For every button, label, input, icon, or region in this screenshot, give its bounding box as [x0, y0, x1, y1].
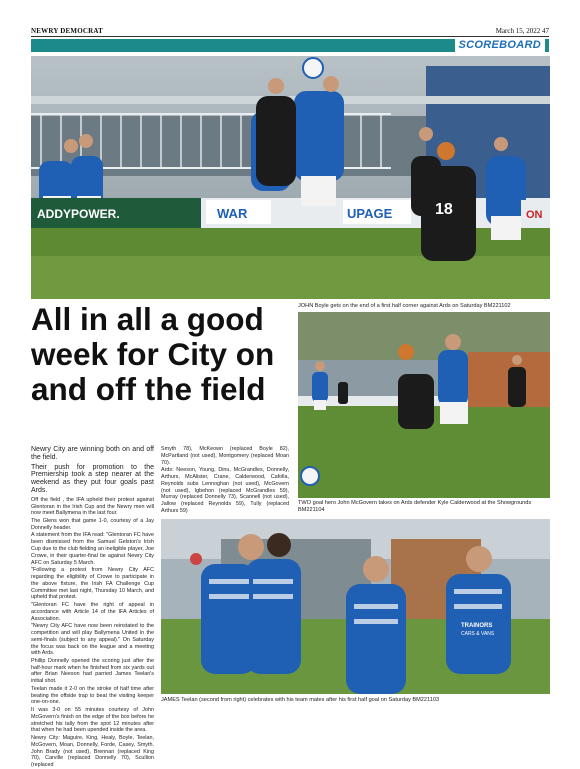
top-photo [31, 56, 550, 299]
article-paragraph: Newry City: Maguire, King, Healy, Boyle, Teelan, McGovern, Moan, Donnelly, Forde, Casey, Smyth. John Brady (not used), Brennan (replaced King 70), Carville (replaced Donnelly 70), Scullion (replaced [31, 735, 154, 769]
shirt-sponsor-text: CARS & VANS [461, 631, 495, 637]
ad-board-text: WAR [217, 206, 248, 221]
bottom-photo [161, 519, 550, 694]
ad-board-text: ADDYPOWER. [37, 207, 120, 221]
top-photo-scene [31, 56, 550, 299]
publication-name: NEWRY DEMOCRAT [31, 27, 103, 35]
article-paragraph: Newry City are winning both on and off the field. [31, 446, 154, 461]
article-paragraph: Ards: Neeson, Young, Dinu, McGrandles, Donnelly, Arthurs, McAlister, Crane, Calderwood, Cafolla, Reynolds subs Lennoghan (not used), McGovern (not used), Igbehon (replaced McGrandles 59), Murray (replaced Donnelly 73), Scannell (not used), Jallow (replaced Reynolds 59), Tully (replaced Arthurs 59) [161, 467, 289, 514]
article-column-1 [31, 446, 154, 769]
section-band [31, 39, 549, 52]
article-column-2 [161, 446, 289, 516]
shirt-sponsor-text: TRAINORS [461, 623, 493, 629]
middle-photo [298, 312, 550, 498]
bottom-photo-caption: JAMES Teelan (second from right) celebrates with his team mates after his first half goal on Saturday BM221103 [161, 697, 440, 703]
bottom-photo-scene [161, 519, 550, 694]
ad-board-text: ON [526, 209, 543, 221]
middle-photo-scene [298, 312, 550, 498]
middle-photo-caption-above: JOHN Boyle gets on the end of a first half corner against Ards on Saturday BM221102 [298, 303, 511, 309]
date-page-number: March 15, 2022 47 [495, 27, 549, 35]
header-rule [31, 36, 549, 37]
article-paragraph: A statement from the IFA read: "Glentoran FC have been dismissed from the Samuel Gelston's Irish Cup due to the club fielding an ineligible player, Joe Crowe, in their quarter-final tie against Newry City AFC on Saturday 5 March. [31, 532, 154, 566]
shirt-number: 18 [435, 201, 453, 218]
article-headline: All in all a good week for City on and off the field [31, 301, 275, 407]
article-paragraph: Smyth 78), McKeown (replaced Boyle 82), McPartland (not used), Montgomery (replaced Moan 70). [161, 446, 289, 466]
article-paragraph: "Newry City AFC have now been reinstated to the competition and will play Ballymena United in the semi-finals (subject to any appeal)." On Saturday the focus was back on the league and a meeting with Ards. [31, 623, 154, 657]
middle-photo-caption-below: TWO goal hero John McGovern takes on Ards defender Kyle Calderwood at the Showgrounds BM221104 [298, 500, 532, 513]
article-paragraph: It was 3-0 on 55 minutes courtesy of John McGovern's finish on the edge of the box before he stretched his tally from the spot 12 minutes after that when he had been upended inside the area. [31, 707, 154, 734]
article-paragraph: "Glentoran FC have the right of appeal in accordance with Article 14 of the IFA Articles of Association. [31, 601, 154, 622]
section-label: SCOREBOARD [455, 39, 545, 52]
article-paragraph: Their push for promotion to the Premiership took a step nearer at the weekend as they put four goals past Ards. [31, 463, 154, 494]
ad-board-text: UPAGE [347, 206, 393, 221]
article-paragraph: "Following a protest from Newry City AFC regarding the eligibility of Crowe to participate in the above fixture, the Irish FA Challenge Cup Committee met last night, Thursday 10 March, and upheld that protest. [31, 567, 154, 601]
article-paragraph: Teelan made it 2-0 on the stroke of half time after beating the offside trap to beat the visiting keeper one-on-one. [31, 685, 154, 706]
article-paragraph: The Glens won that game 1-0, courtesy of a Jay Donnelly header. [31, 517, 154, 531]
article-paragraph: Phillip Donnelly opened the scoring just after the half-hour mark when he finished from six yards out after Brian Neeson had parried James Teelan's initial shot. [31, 657, 154, 685]
article-paragraph: Off the field , the IFA upheld their protest against Glentoran in the Irish Cup and the Newry men will now meet Ballymena in the last four. [31, 496, 154, 517]
